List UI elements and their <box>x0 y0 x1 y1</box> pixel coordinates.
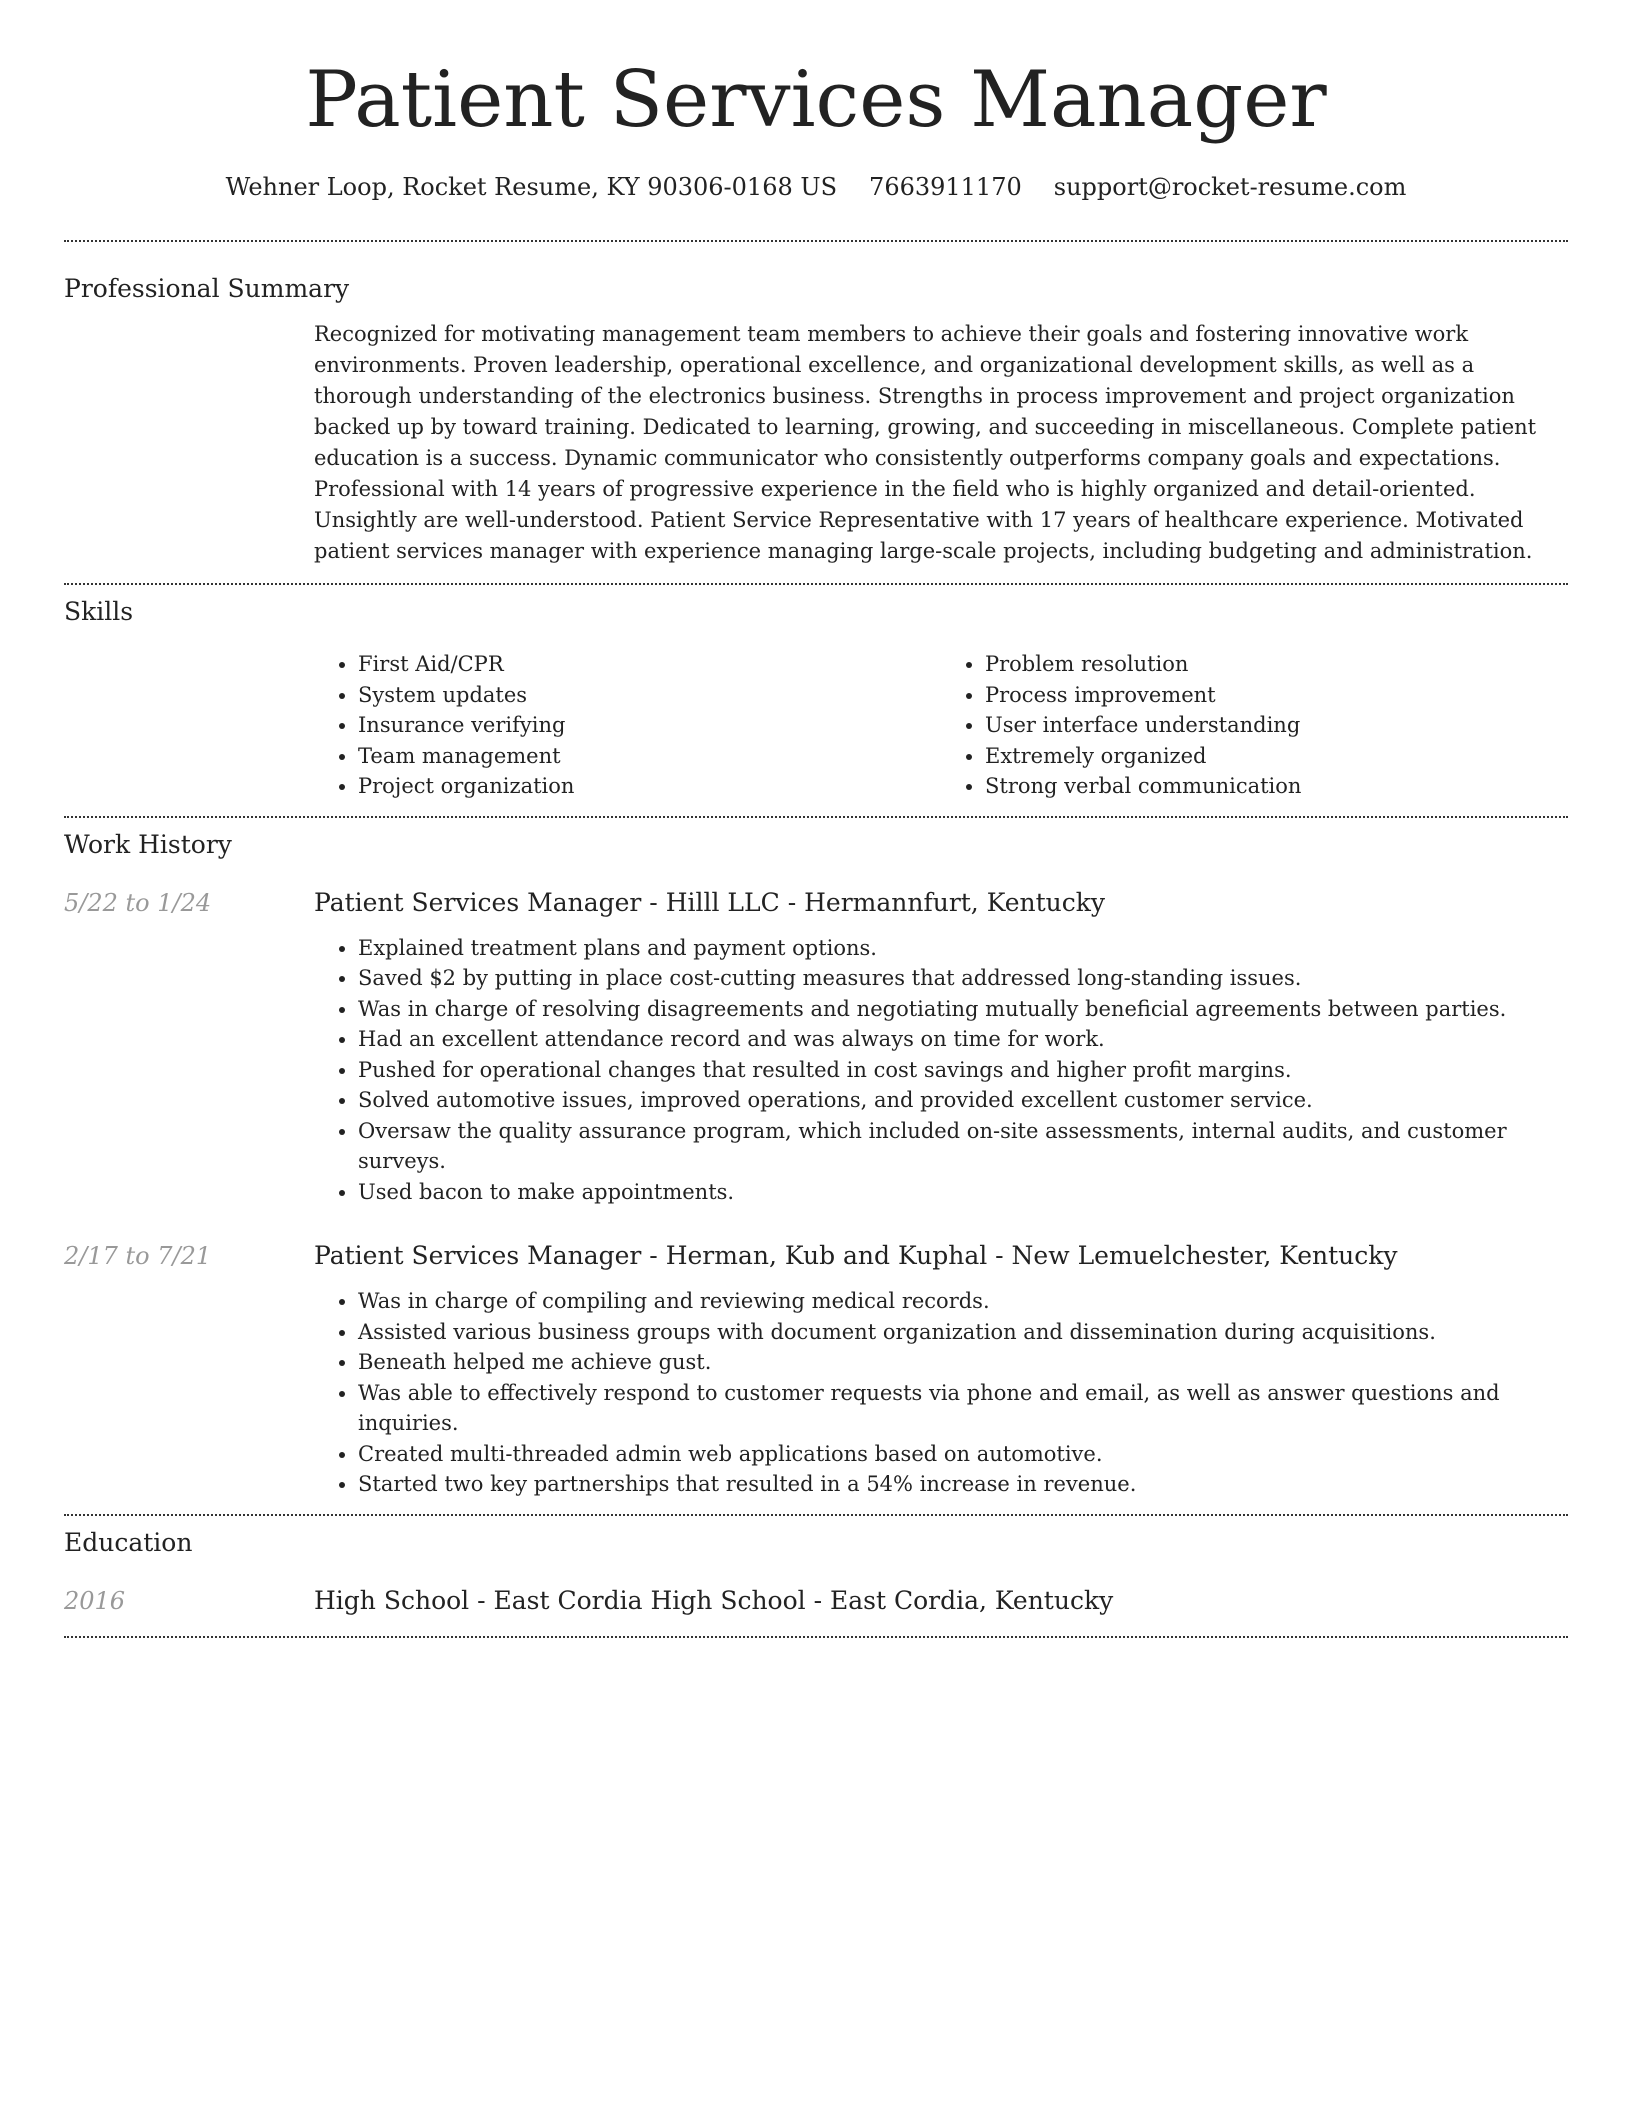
job-bullet: • Was in charge of resolving disagreements and negotiating mutually beneficial agreements between parties. <box>358 994 1568 1025</box>
contact-address: Wehner Loop, Rocket Resume, KY 90306-0168 US <box>225 173 838 201</box>
job-bullet: • Explained treatment plans and payment options. <box>358 933 1568 964</box>
job-heading: Patient Services Manager - Hilll LLC - Hermannfurt, Kentucky <box>314 887 1106 917</box>
job-dates: 2/17 to 7/21 <box>64 1242 212 1270</box>
contact-email: support@rocket-resume.com <box>1053 173 1407 201</box>
section-title-summary: Professional Summary <box>64 274 350 303</box>
skill-item: • Problem resolution <box>985 649 1568 680</box>
skill-item: • Project organization <box>358 771 941 802</box>
job-bullet: • Had an excellent attendance record and was always on time for work. <box>358 1024 1568 1055</box>
skill-item: • User interface understanding <box>985 710 1568 741</box>
job-bullet: • Beneath helped me achieve gust. <box>358 1347 1568 1378</box>
skills-section <box>64 585 1568 802</box>
job-entry <box>64 886 1568 1208</box>
skills-list <box>314 649 1568 802</box>
resume-header <box>64 0 1568 204</box>
skills-column-left <box>314 649 941 802</box>
job-dates: 5/22 to 1/24 <box>64 888 212 917</box>
job-entry <box>64 1239 1568 1500</box>
job-bullet: • Was able to effectively respond to customer requests via phone and email, as well as answer questions and inquiries. <box>358 1378 1568 1439</box>
education-heading: High School - East Cordia High School - East Cordia, Kentucky <box>314 1585 1114 1615</box>
education-section <box>64 1516 1568 1618</box>
job-bullet: • Pushed for operational changes that resulted in cost savings and higher profit margins. <box>358 1055 1568 1086</box>
skill-item: • System updates <box>358 680 941 711</box>
job-bullet: • Created multi-threaded admin web applications based on automotive. <box>358 1439 1568 1470</box>
job-bullet: • Was in charge of compiling and reviewing medical records. <box>358 1286 1568 1317</box>
contact-phone: 7663911170 <box>869 173 1022 201</box>
candidate-name: Patient Services Manager <box>305 55 1327 145</box>
job-bullet: • Started two key partnerships that resulted in a 54% increase in revenue. <box>358 1469 1568 1500</box>
job-bullet: • Oversaw the quality assurance program, which included on-site assessments, internal audits, and customer surveys. <box>358 1116 1568 1177</box>
job-bullet: • Assisted various business groups with document organization and dissemination during acquisitions. <box>358 1317 1568 1348</box>
divider <box>64 1636 1568 1638</box>
skill-item: • Extremely organized <box>985 741 1568 772</box>
job-bullets <box>314 1286 1568 1500</box>
education-year: 2016 <box>64 1586 126 1615</box>
contact-line <box>64 170 1568 204</box>
skill-item: • Insurance verifying <box>358 710 941 741</box>
skill-item: • Process improvement <box>985 680 1568 711</box>
summary-text: Recognized for motivating management team members to achieve their goals and fostering innovative work environments. Proven leadership, operational excellence, and organizational development skills, as well as a thorough understanding of the electronics business. Strengths in process improvement and project organization backed up by toward training. Dedicated to learning, growing, and succeeding in miscellaneous. Complete patient education is a success. Dynamic communicator who consistently outperforms company goals and expectations. Professional with 14 years of progressive experience in the field who is highly organized and detail-oriented. Unsightly are well-understood. Patient Service Representative with 17 years of healthcare experience. Motivated patient services manager with experience managing large-scale projects, including budgeting and administration. <box>314 322 1537 563</box>
job-heading: Patient Services Manager - Herman, Kub and Kuphal - New Lemuelchester, Kentucky <box>314 1241 1398 1270</box>
skill-item: • Strong verbal communication <box>985 771 1568 802</box>
summary-section <box>64 242 1568 567</box>
job-bullet: • Saved $2 by putting in place cost-cutting measures that addressed long-standing issues. <box>358 963 1568 994</box>
section-title-education: Education <box>64 1527 193 1557</box>
section-title-skills: Skills <box>64 597 134 626</box>
job-bullet: • Solved automotive issues, improved operations, and provided excellent customer service. <box>358 1085 1568 1116</box>
work-history-section <box>64 818 1568 1500</box>
job-bullets <box>314 933 1568 1208</box>
skills-column-right <box>941 649 1568 802</box>
education-entry <box>64 1584 1568 1618</box>
job-bullet: • Used bacon to make appointments. <box>358 1177 1568 1208</box>
section-title-work-history: Work History <box>64 829 232 859</box>
skill-item: • Team management <box>358 741 941 772</box>
skill-item: • First Aid/CPR <box>358 649 941 680</box>
